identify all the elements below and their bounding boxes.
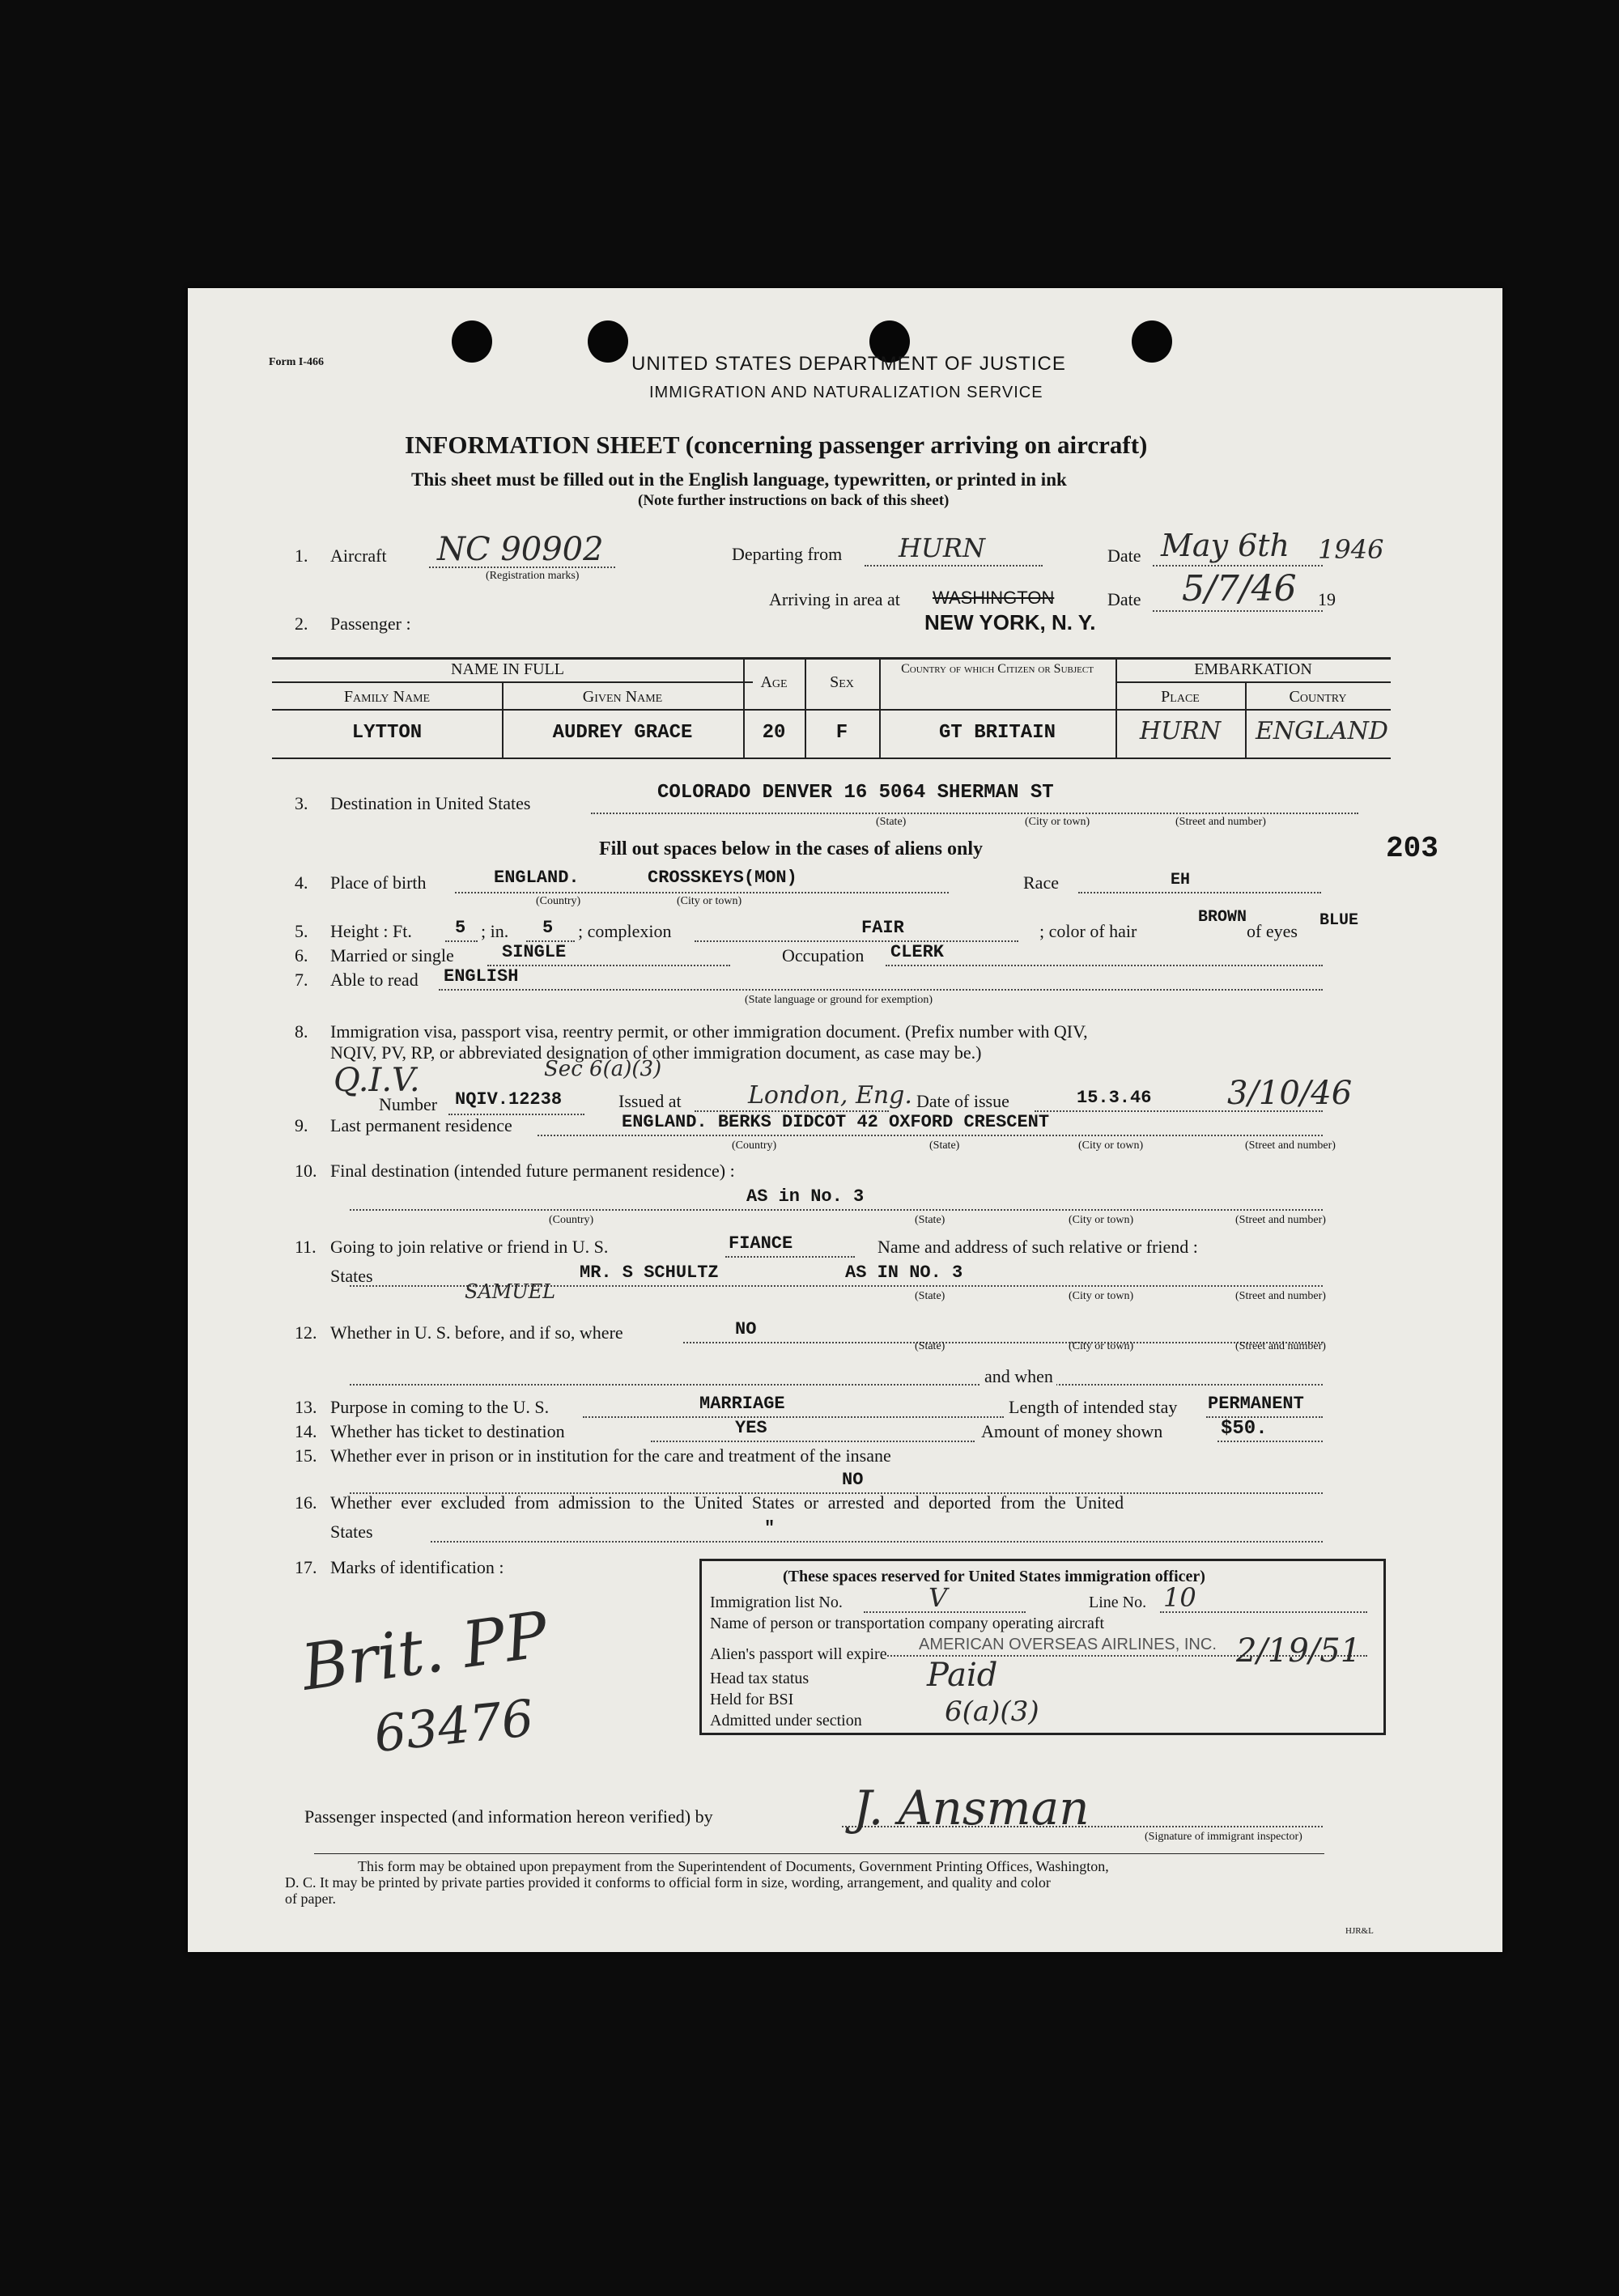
relative-label: Going to join relative or friend in U. S.	[330, 1237, 609, 1257]
date-year: 1946	[1318, 534, 1384, 565]
date-label: Date	[1107, 545, 1141, 566]
marks-hand-1: Brit. PP	[297, 1598, 553, 1705]
admitted-label: Admitted under section	[710, 1712, 862, 1729]
states-label: States	[330, 1266, 373, 1286]
excluded-label-2: States	[330, 1521, 373, 1542]
final-destination-value: AS in No. 3	[746, 1186, 865, 1207]
birth-city: CROSSKEYS(MON)	[648, 868, 797, 888]
name-in-full-header: NAME IN FULL	[451, 660, 564, 678]
marital-label: Married or single	[330, 945, 454, 966]
height-ft: 5	[455, 918, 466, 938]
sex-header: Sex	[830, 673, 854, 691]
when-label: and when	[981, 1366, 1056, 1387]
q3-number: 3.	[295, 793, 308, 813]
stay-label: Length of intended stay	[1009, 1397, 1178, 1417]
passport-value: 2/19/51	[1236, 1632, 1362, 1670]
caption-city: (City or town)	[1069, 1214, 1134, 1226]
date-of-issue-value: 15.3.46	[1077, 1088, 1152, 1108]
arriving-label: Arriving in area at	[769, 589, 900, 609]
birth-country: ENGLAND.	[494, 868, 580, 888]
caption-street: (Street and number)	[1235, 1290, 1326, 1302]
visa-hand-prefix: Q.I.V.	[334, 1062, 420, 1099]
line-no-value: 10	[1163, 1582, 1196, 1613]
prison-label: Whether ever in prison or in institution for the care and treatment of the insane	[330, 1445, 891, 1466]
q15-number: 15.	[295, 1445, 317, 1466]
read-value: ENGLISH	[444, 966, 519, 987]
place-header: Place	[1161, 688, 1200, 706]
caption-street: (Street and number)	[1235, 1214, 1326, 1226]
footer-line-1: This form may be obtained upon prepayment from the Superintendent of Documents, Government Printing Offices, Washington,	[358, 1858, 1109, 1874]
issued-value: London, Eng.	[748, 1081, 912, 1110]
birthplace-label: Place of birth	[330, 872, 427, 893]
eyes-label: of eyes	[1247, 921, 1298, 941]
age-cell: 20	[762, 722, 786, 744]
issued-label: Issued at	[618, 1091, 682, 1111]
departing-value: HURN	[899, 533, 985, 563]
read-caption: (State language or ground for exemption)	[745, 994, 933, 1006]
aircraft-label: Aircraft	[330, 545, 387, 566]
departing-label: Departing from	[732, 544, 843, 564]
hair-value: BROWN	[1198, 908, 1247, 927]
list-no-label: Immigration list No.	[710, 1594, 843, 1611]
prior-us-label: Whether in U. S. before, and if so, where	[330, 1322, 623, 1343]
q10-number: 10.	[295, 1161, 317, 1181]
officer-box	[699, 1559, 1386, 1735]
family-name-cell: LYTTON	[351, 722, 423, 744]
headtax-label: Head tax status	[710, 1670, 810, 1687]
aliens-heading: Fill out spaces below in the cases of aliens only	[599, 838, 984, 859]
occupation-value: CLERK	[890, 942, 945, 962]
operator-value: AMERICAN OVERSEAS AIRLINES, INC.	[919, 1636, 1217, 1653]
visa-number-value: NQIV.12238	[455, 1089, 563, 1110]
eyes-value: BLUE	[1319, 911, 1359, 930]
caption-country: (Country)	[732, 1140, 777, 1152]
complexion-label: ; complexion	[578, 921, 672, 941]
caption-state: (State)	[915, 1290, 945, 1302]
marks-label: Marks of identification :	[330, 1557, 504, 1577]
caption-street: (Street and number)	[1175, 816, 1266, 828]
caption-city: (City or town)	[1025, 816, 1090, 828]
form-subtitle: This sheet must be filled out in the English language, typewritten, or printed in ink	[411, 469, 1067, 490]
caption-country: (Country)	[536, 895, 581, 907]
q5-number: 5.	[295, 921, 308, 941]
caption-city: (City or town)	[677, 895, 742, 907]
list-no-value: V	[928, 1582, 948, 1613]
height-in: 5	[542, 918, 554, 938]
form-sheet	[188, 288, 1502, 1952]
visa-number-label: Number	[379, 1094, 438, 1114]
final-destination-label: Final destination (intended future permanent residence) :	[330, 1161, 735, 1181]
destination-value: COLORADO DENVER 16 5064 SHERMAN ST	[657, 782, 1054, 804]
place-cell: HURN	[1139, 717, 1222, 745]
q17-number: 17.	[295, 1557, 317, 1577]
passenger-label: Passenger :	[330, 613, 411, 634]
aircraft-value: NC 90902	[437, 531, 604, 568]
caption-street: (Street and number)	[1245, 1140, 1336, 1152]
q11-number: 11.	[295, 1237, 317, 1257]
family-name-header: Family Name	[343, 688, 431, 706]
purpose-value: MARRIAGE	[699, 1394, 785, 1414]
excluded-label: Whether ever excluded from admission to the United States or arrested and deported from the United	[330, 1492, 1124, 1513]
stay-value: PERMANENT	[1208, 1394, 1304, 1414]
prior-us-value: NO	[735, 1319, 757, 1339]
inspector-signature: J. Ansman	[853, 1780, 1090, 1836]
inspected-label: Passenger inspected (and information hereon verified) by	[304, 1806, 713, 1827]
visa-text-1: Immigration visa, passport visa, reentry permit, or other immigration document. (Prefix number with QIV,	[330, 1021, 1088, 1042]
money-label: Amount of money shown	[981, 1421, 1163, 1441]
arrival-date-label: Date	[1107, 589, 1141, 609]
race-value: EH	[1171, 871, 1191, 889]
citizen-cell: GT BRITAIN	[938, 722, 1056, 744]
q4-number: 4.	[295, 872, 308, 893]
officer-box-heading: (These spaces reserved for United States immigration officer)	[783, 1568, 1205, 1585]
date-value: May 6th	[1161, 528, 1290, 563]
embarkation-header: EMBARKATION	[1194, 660, 1312, 678]
caption-country: (Country)	[549, 1214, 594, 1226]
given-name-cell: AUDREY GRACE	[552, 722, 693, 744]
headtax-value: Paid	[927, 1657, 998, 1694]
arriving-value: NEW YORK, N. Y.	[924, 610, 1096, 634]
age-header: Age	[760, 673, 788, 691]
money-value: $50.	[1221, 1418, 1268, 1440]
form-title: INFORMATION SHEET (concerning passenger arriving on aircraft)	[405, 431, 1148, 459]
q12-number: 12.	[295, 1322, 317, 1343]
punch-hole	[588, 320, 628, 363]
visa-text-2: NQIV, PV, RP, or abbreviated designation of other immigration document, as case may be.)	[330, 1042, 982, 1063]
destination-label: Destination in United States	[330, 793, 531, 813]
excluded-value: "	[764, 1518, 776, 1538]
relative-name-hand: SAMUEL	[465, 1280, 556, 1303]
marital-value: SINGLE	[502, 942, 567, 962]
registration-caption: (Registration marks)	[486, 570, 580, 582]
caption-city: (City or town)	[1069, 1290, 1134, 1302]
caption-street: (Street and number)	[1235, 1340, 1326, 1352]
q1-number: 1.	[295, 545, 308, 566]
residence-label: Last permanent residence	[330, 1115, 512, 1135]
bsi-label: Held for BSI	[710, 1691, 794, 1708]
punch-hole	[452, 320, 492, 363]
arriving-struck: WASHINGTON	[933, 588, 1055, 608]
q8-number: 8.	[295, 1021, 308, 1042]
q13-number: 13.	[295, 1397, 317, 1417]
signature-caption: (Signature of immigrant inspector)	[1145, 1831, 1302, 1843]
country-header: Country	[1289, 688, 1347, 706]
relative-name-label: Name and address of such relative or friend :	[877, 1237, 1198, 1257]
punch-hole	[1132, 320, 1172, 363]
relative-name-value: MR. S SCHULTZ	[580, 1263, 719, 1283]
q14-number: 14.	[295, 1421, 317, 1441]
line-no-label: Line No.	[1089, 1594, 1147, 1611]
printer-mark: HJR&L	[1345, 1926, 1374, 1936]
given-name-header: Given Name	[582, 688, 663, 706]
footer-line-3: of paper.	[285, 1891, 336, 1907]
sex-cell: F	[835, 722, 848, 744]
country-cell: ENGLAND	[1255, 717, 1388, 745]
passport-label: Alien's passport will expire	[710, 1645, 887, 1663]
caption-city: (City or town)	[1078, 1140, 1144, 1152]
citizen-header: Country of which Citizen or Subject	[901, 662, 1094, 676]
read-label: Able to read	[330, 970, 419, 990]
height-label: Height : Ft.	[330, 921, 412, 941]
occupation-label: Occupation	[782, 945, 865, 966]
prison-value: NO	[842, 1470, 864, 1490]
q2-number: 2.	[295, 613, 308, 634]
service-name: IMMIGRATION AND NATURALIZATION SERVICE	[649, 384, 1043, 401]
ticket-value: YES	[735, 1418, 767, 1438]
relative-address-value: AS IN NO. 3	[845, 1263, 963, 1283]
q6-number: 6.	[295, 945, 308, 966]
caption-state: (State)	[929, 1140, 960, 1152]
race-label: Race	[1023, 872, 1059, 893]
stamp-number: 203	[1386, 832, 1438, 865]
residence-value: ENGLAND. BERKS DIDCOT 42 OXFORD CRESCENT	[622, 1112, 1050, 1132]
inch-label: ; in.	[481, 921, 509, 941]
relation-value: FIANCE	[729, 1233, 793, 1254]
form-number: Form I-466	[269, 356, 325, 368]
caption-state: (State)	[915, 1340, 945, 1352]
visa-hand-date: 3/10/46	[1227, 1075, 1353, 1112]
ticket-label: Whether has ticket to destination	[330, 1421, 565, 1441]
arrival-year: 19	[1318, 589, 1336, 609]
visa-hand-section: Sec 6(a)(3)	[544, 1057, 662, 1081]
caption-state: (State)	[915, 1214, 945, 1226]
caption-state: (State)	[876, 816, 907, 828]
q7-number: 7.	[295, 970, 308, 990]
admitted-value: 6(a)(3)	[945, 1695, 1039, 1728]
q16-number: 16.	[295, 1492, 317, 1513]
date-of-issue-label: Date of issue	[916, 1091, 1009, 1111]
q9-number: 9.	[295, 1115, 308, 1135]
hair-label: ; color of hair	[1039, 921, 1137, 941]
arrival-date-value: 5/7/46	[1182, 568, 1297, 609]
operator-label: Name of person or transportation company operating aircraft	[710, 1615, 1105, 1632]
purpose-label: Purpose in coming to the U. S.	[330, 1397, 550, 1417]
caption-city: (City or town)	[1069, 1340, 1134, 1352]
department-name: UNITED STATES DEPARTMENT OF JUSTICE	[631, 353, 1066, 375]
form-note: (Note further instructions on back of this sheet)	[638, 492, 950, 509]
marks-hand-2: 63476	[371, 1687, 537, 1764]
complexion-value: FAIR	[861, 918, 904, 938]
footer-line-2: D. C. It may be printed by private parties provided it conforms to official form in size, wording, arrangement, and quality and color	[285, 1874, 1051, 1891]
